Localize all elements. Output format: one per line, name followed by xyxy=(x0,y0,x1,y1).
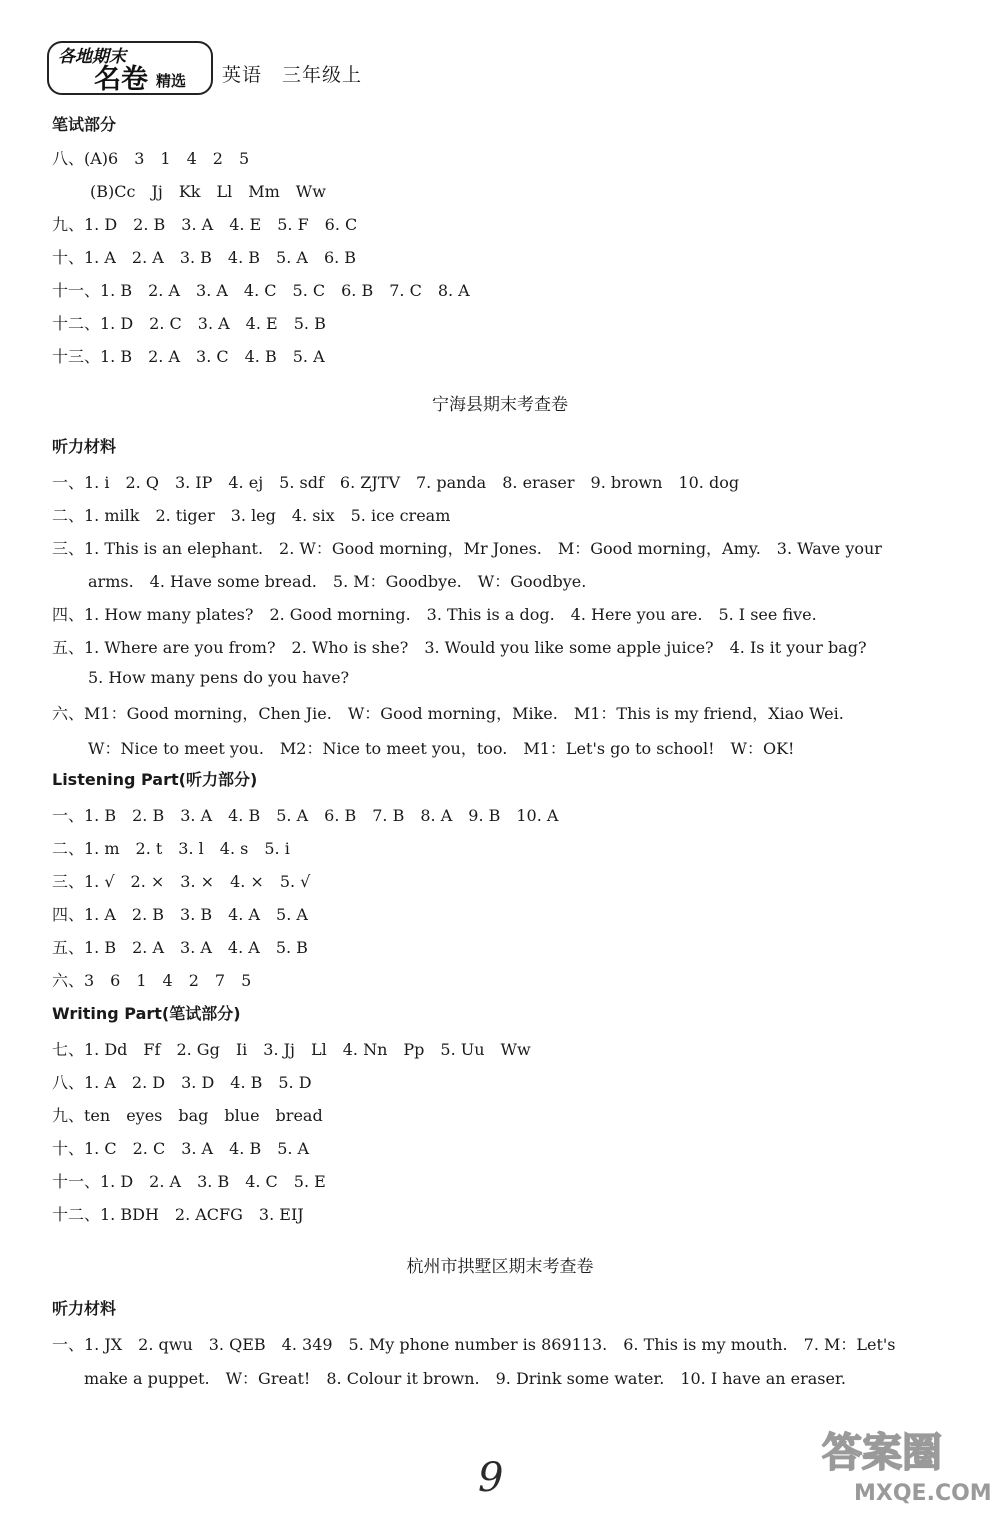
exam-title: 宁海县期末考查卷 xyxy=(432,395,568,415)
answer-line: 二、1. milk 2. tiger 3. leg 4. six 5. ice cream xyxy=(52,506,451,525)
page-header xyxy=(44,38,384,98)
logo-side-text: 精选 xyxy=(156,72,187,90)
section-heading: Listening Part(听力部分) xyxy=(52,770,258,789)
answer-line: 八、(A)6 3 1 4 2 5 xyxy=(52,149,250,168)
book-series-logo xyxy=(44,38,216,98)
section-heading: 听力材料 xyxy=(52,437,117,456)
answer-line: 十一、1. D 2. A 3. B 4. C 5. E xyxy=(52,1172,326,1191)
answer-line: 二、1. m 2. t 3. l 4. s 5. i xyxy=(52,839,290,858)
answer-line: 六、M1：Good morning，Chen Jie. W：Good morning，Mike. M1：This is my friend，Xiao Wei. xyxy=(52,704,844,723)
answer-line: 十一、1. B 2. A 3. A 4. C 5. C 6. B 7. C 8. A xyxy=(52,281,470,300)
answer-line: 三、1. This is an elephant. 2. W：Good morning，Mr Jones. M：Good morning，Amy. 3. Wave your xyxy=(52,539,882,558)
answer-line: 九、1. D 2. B 3. A 4. E 5. F 6. C xyxy=(52,215,358,234)
logo-main-text: 名卷 xyxy=(94,64,148,95)
answer-line: 九、ten eyes bag blue bread xyxy=(52,1106,323,1125)
exam-title: 杭州市拱墅区期末考查卷 xyxy=(406,1257,594,1277)
answer-line: 一、1. i 2. Q 3. IP 4. ej 5. sdf 6. ZJTV 7. panda 8. eraser 9. brown 10. dog xyxy=(52,473,740,492)
page-number: 9 xyxy=(478,1455,504,1501)
logo-top-text: 各地期末 xyxy=(58,47,126,67)
answer-line: 四、1. A 2. B 3. B 4. A 5. A xyxy=(52,905,308,924)
answer-line: 四、1. How many plates? 2. Good morning. 3. This is a dog. 4. Here you are. 5. I see five. xyxy=(52,605,817,624)
answer-line: 十、1. A 2. A 3. B 4. B 5. A 6. B xyxy=(52,248,357,267)
section-heading: 笔试部分 xyxy=(52,115,117,134)
answer-line: 五、1. B 2. A 3. A 4. A 5. B xyxy=(52,938,308,957)
answer-line: 一、1. B 2. B 3. A 4. B 5. A 6. B 7. B 8. A 9. B 10. A xyxy=(52,806,559,825)
answer-line: 三、1. √ 2. × 3. × 4. × 5. √ xyxy=(52,872,311,891)
watermark-bottom: MXQE.COM xyxy=(854,1481,992,1506)
answer-line: 十二、1. D 2. C 3. A 4. E 5. B xyxy=(52,314,326,333)
answer-line: arms. 4. Have some bread. 5. M：Goodbye. W：Goodbye. xyxy=(88,572,587,591)
watermark-top: 答案圈 xyxy=(822,1430,942,1476)
watermark-logo xyxy=(814,1418,994,1508)
answer-line: 六、3 6 1 4 2 7 5 xyxy=(52,971,252,990)
answer-line: make a puppet. W：Great! 8. Colour it brown. 9. Drink some water. 10. I have an eraser. xyxy=(84,1369,846,1388)
answer-line: 十二、1. BDH 2. ACFG 3. EIJ xyxy=(52,1205,304,1224)
answer-line: (B)Cc Jj Kk Ll Mm Ww xyxy=(90,182,326,201)
section-heading: 听力材料 xyxy=(52,1299,117,1318)
answer-line: 五、1. Where are you from? 2. Who is she? 3. Would you like some apple juice? 4. Is it your bag? xyxy=(52,638,867,657)
answer-line: 5. How many pens do you have? xyxy=(88,668,350,687)
answer-line: 十三、1. B 2. A 3. C 4. B 5. A xyxy=(52,347,325,366)
subject-grade: 英语 三年级上 xyxy=(222,64,363,86)
answer-line: W：Nice to meet you. M2：Nice to meet you，too. M1：Let's go to school! W：OK! xyxy=(88,739,795,758)
answer-line: 七、1. Dd Ff 2. Gg Ii 3. Jj Ll 4. Nn Pp 5. Uu Ww xyxy=(52,1040,531,1059)
answer-line: 八、1. A 2. D 3. D 4. B 5. D xyxy=(52,1073,312,1092)
section-heading: Writing Part(笔试部分) xyxy=(52,1004,241,1023)
answer-line: 一、1. JX 2. qwu 3. QEB 4. 349 5. My phone number is 869113. 6. This is my mouth. 7. M：Let's xyxy=(52,1335,896,1354)
answer-line: 十、1. C 2. C 3. A 4. B 5. A xyxy=(52,1139,310,1158)
